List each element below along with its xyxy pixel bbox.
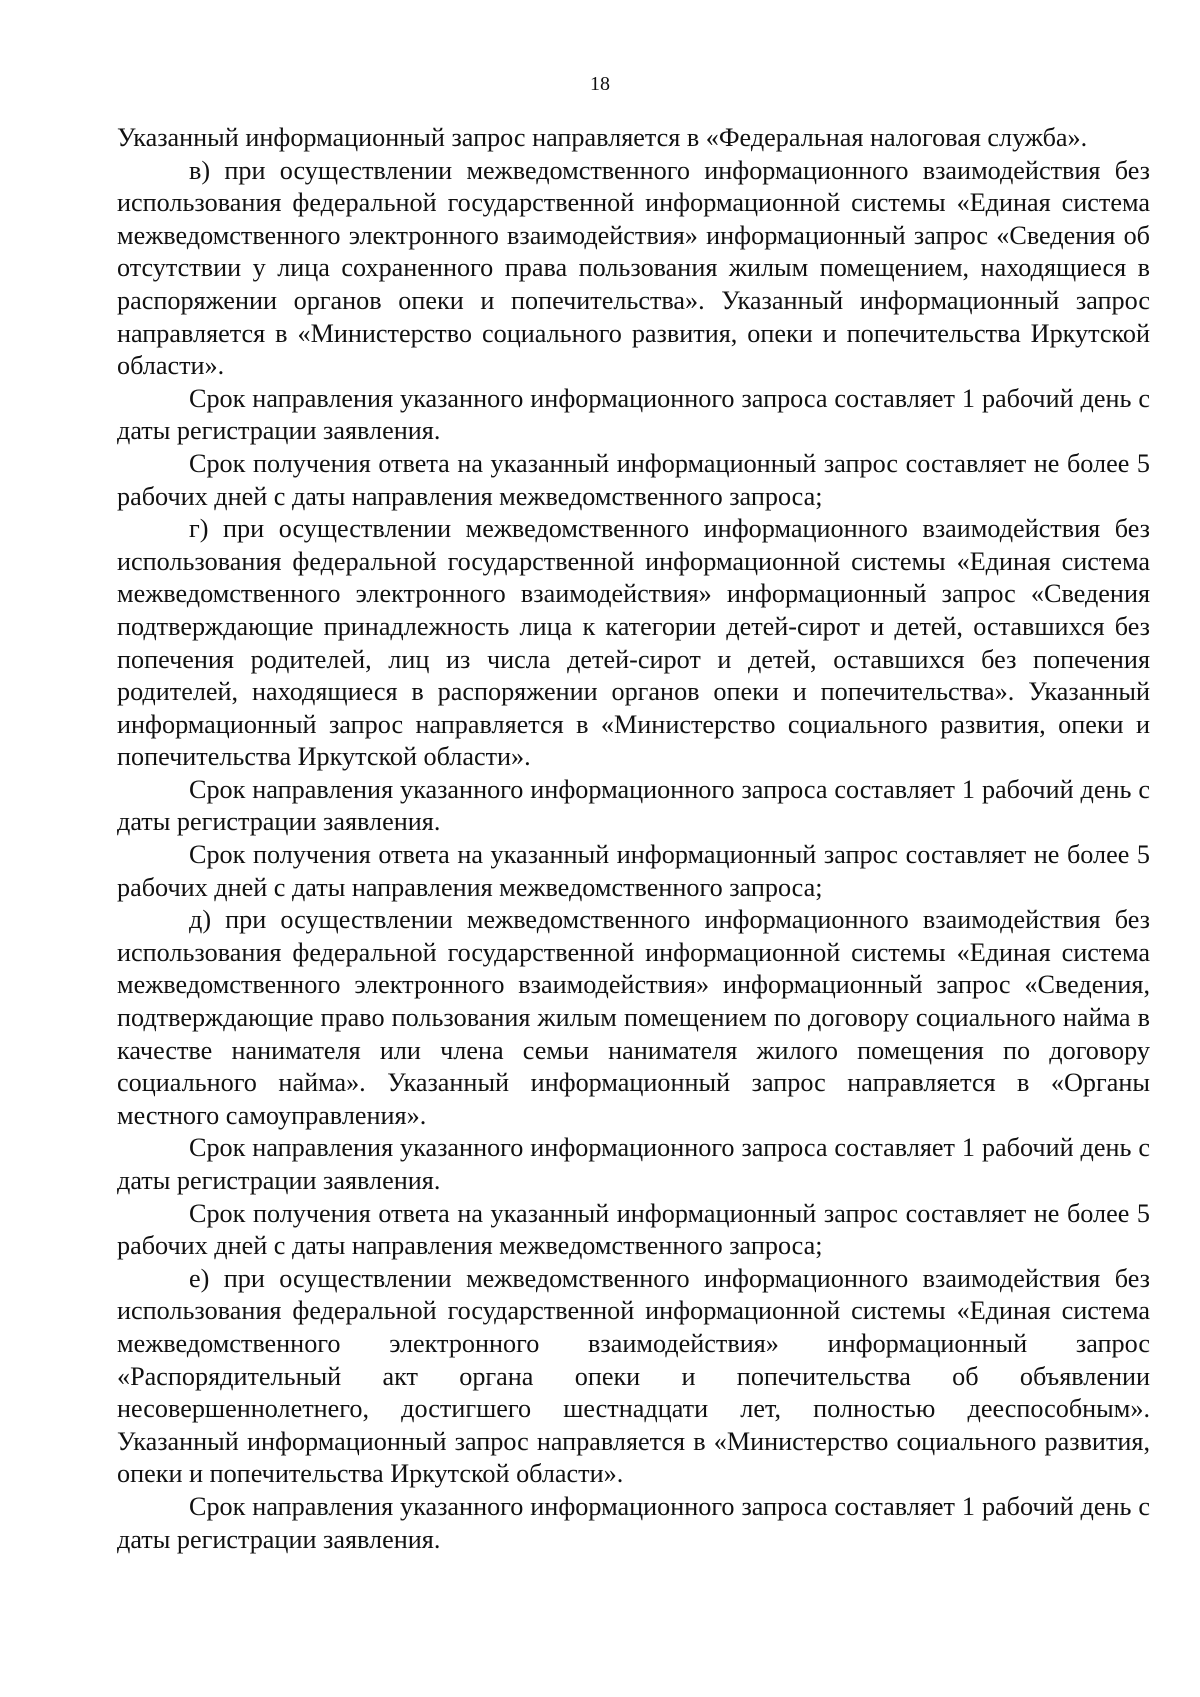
paragraph: г) при осуществлении межведомственного информационного взаимодействия без использования федеральной государственной информационной системы «Единая система межведомственного электронного взаимодействия» информационный запрос «Сведения подтверждающие принадлежность лица к категории детей-сирот и детей, оставшихся без попечения родителей, лиц из числа детей-сирот и детей, оставшихся без попечения родителей, находящиеся в распоряжении органов опеки и попечительства». Указанный информационный запрос направляется в «Министерство социального развития, опеки и попечительства Иркутской области». xyxy=(117,514,1150,772)
paragraph: Срок направления указанного информационного запроса составляет 1 рабочий день с даты регистрации заявления. xyxy=(117,383,1150,446)
page-number: 18 xyxy=(590,73,610,95)
paragraph: д) при осуществлении межведомственного информационного взаимодействия без использования федеральной государственной информационной системы «Единая система межведомственного электронного взаимодействия» информационный запрос «Сведения, подтверждающие право пользования жилым помещением по договору социального найма в качестве нанимателя или члена семьи нанимателя жилого помещения по договору социального найма». Указанный информационный запрос направляется в «Органы местного самоуправления». xyxy=(117,905,1150,1130)
paragraph: Срок направления указанного информационного запроса составляет 1 рабочий день с даты регистрации заявления. xyxy=(117,1491,1150,1554)
paragraph: Срок получения ответа на указанный информационный запрос составляет не более 5 рабочих дней с даты направления межведомственного запроса; xyxy=(117,448,1150,511)
document-body xyxy=(117,122,1150,1556)
paragraph: в) при осуществлении межведомственного информационного взаимодействия без использования федеральной государственной информационной системы «Единая система межведомственного электронного взаимодействия» информационный запрос «Сведения об отсутствии у лица сохраненного права пользования жилым помещением, находящиеся в распоряжении органов опеки и попечительства». Указанный информационный запрос направляется в «Министерство социального развития, опеки и попечительства Иркутской области». xyxy=(117,155,1150,381)
paragraph: Срок получения ответа на указанный информационный запрос составляет не более 5 рабочих дней с даты направления межведомственного запроса; xyxy=(117,840,1150,902)
paragraph: Срок направления указанного информационного запроса составляет 1 рабочий день с даты регистрации заявления. xyxy=(117,774,1150,837)
paragraph: Срок направления указанного информационного запроса составляет 1 рабочий день с даты регистрации заявления. xyxy=(117,1133,1150,1195)
paragraph: Срок получения ответа на указанный информационный запрос составляет не более 5 рабочих дней с даты направления межведомственного запроса; xyxy=(117,1198,1150,1261)
paragraph: е) при осуществлении межведомственного информационного взаимодействия без использования федеральной государственной информационной системы «Единая система межведомственного электронного взаимодействия» информационный запрос «Распорядительный акт органа опеки и попечительства об объявлении несовершеннолетнего, достигшего шестнадцати лет, полностью дееспособным». Указанный информационный запрос направляется в «Министерство социального развития, опеки и попечительства Иркутской области». xyxy=(117,1263,1150,1489)
paragraph: Указанный информационный запрос направляется в «Федеральная налоговая служба». xyxy=(117,123,1088,152)
